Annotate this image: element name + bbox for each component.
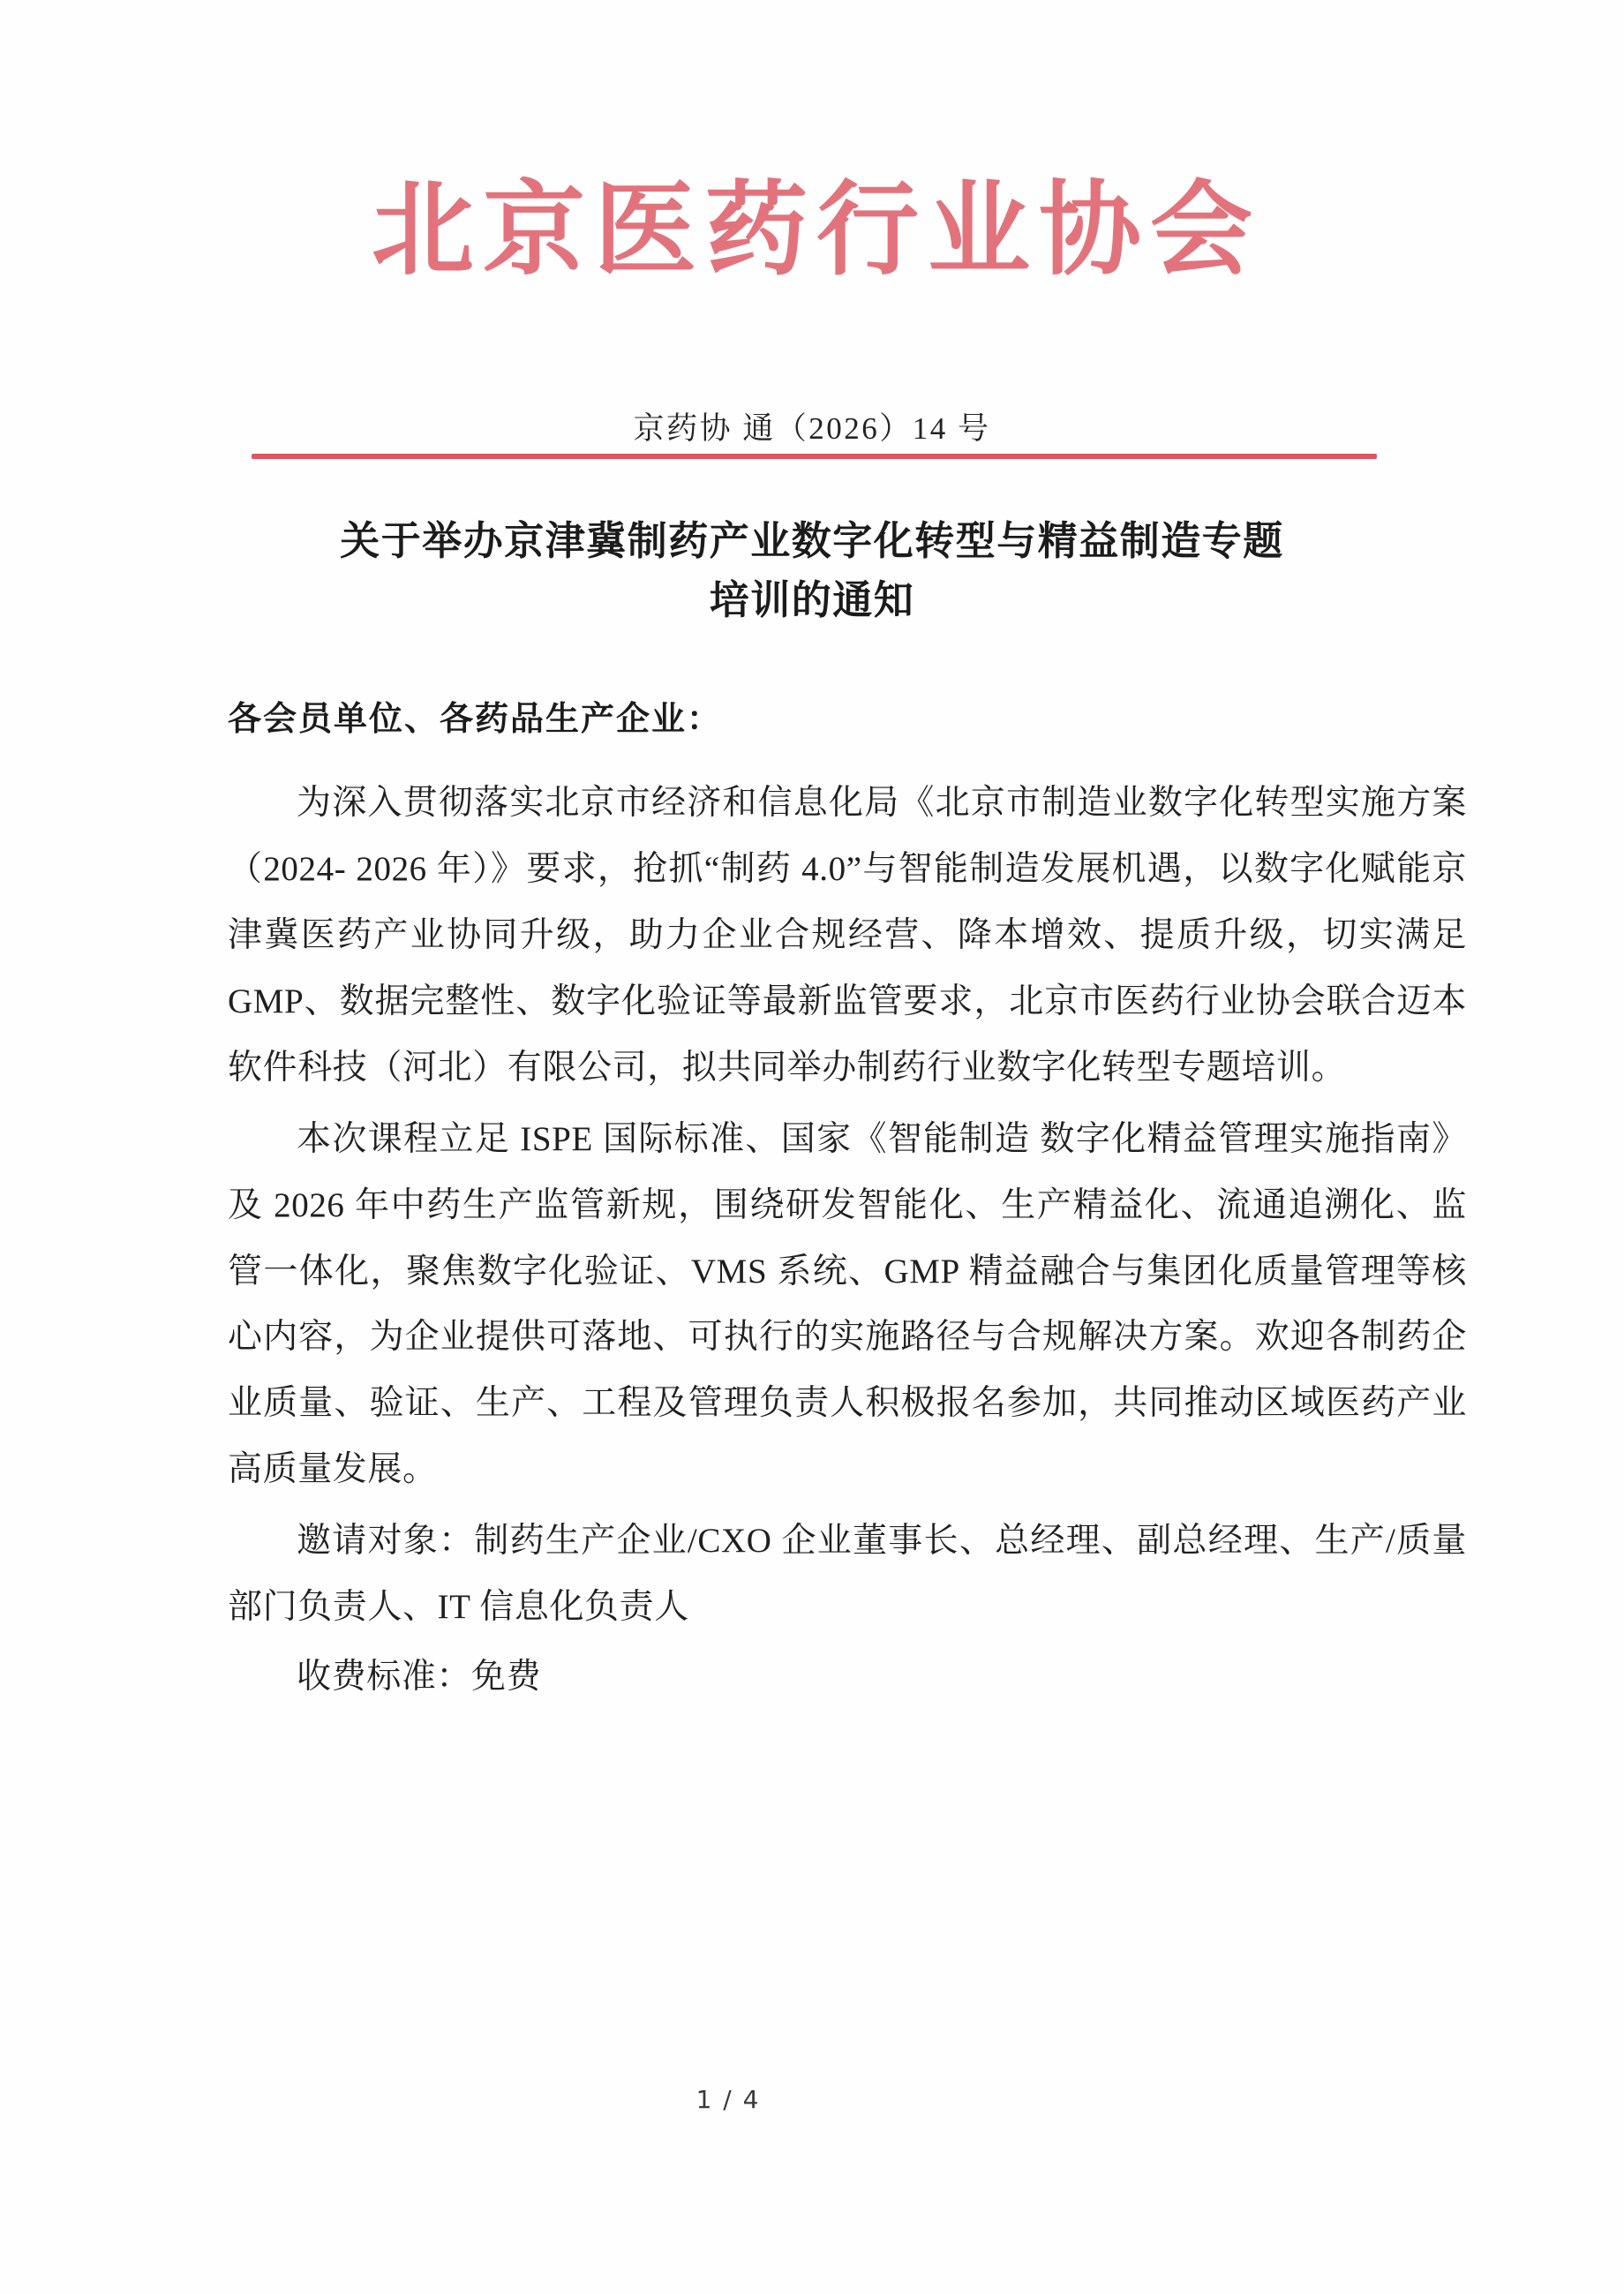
organization-name: 北京医药行业协会 xyxy=(372,170,1261,290)
invitation-audience: 邀请对象：制药生产企业/CXO 企业董事长、总经理、副总经理、生产/质量部门负责人、IT 信息化负责人 xyxy=(228,1522,1467,1626)
document-number: 京药协 通（2026）14 号 xyxy=(633,411,991,446)
fee-standard: 收费标准：免费 xyxy=(297,1657,542,1696)
title-line-1: 关于举办京津冀制药产业数字化转型与精益制造专题 xyxy=(340,517,1284,564)
title-line-2: 培训的通知 xyxy=(709,576,915,623)
page-number-label: 1 / 4 xyxy=(695,2085,761,2114)
red-separator-rule xyxy=(252,454,1377,459)
body-paragraph-2: 本次课程立足 ISPE 国际标准、国家《智能制造 数字化精益管理实施指南》及 2026 年中药生产监管新规，围绕研发智能化、生产精益化、流通追溯化、监管一体化，聚焦数字化验证、VMS 系统、GMP 精益融合与集团化质量管理等核心内容，为企业提供可落地、可执行的实施路径与合规解决方案。欢迎各制药企业质量、验证、生产、工程及管理负责人积极报名参加，共同推动区域医药产业高质量发展。 xyxy=(228,1119,1467,1489)
body-paragraph-1: 为深入贯彻落实北京市经济和信息化局《北京市制造业数字化转型实施方案（2024- 2026 年）》要求，抢抓“制药 4.0”与智能制造发展机遇，以数字化赋能京津冀医药产业协同升级，助力企业合规经营、降本增效、提质升级，切实满足 GMP、数据完整性、数字化验证等最新监管要求，北京市医药行业协会联合迈本软件科技（河北）有限公司，拟共同举办制药行业数字化转型专题培训。 xyxy=(228,784,1467,1087)
letterhead xyxy=(0,170,1624,290)
document-body xyxy=(228,697,1467,1716)
page-title xyxy=(212,512,1412,629)
salutation: 各会员单位、各药品生产企业： xyxy=(228,699,723,738)
page-number xyxy=(0,2085,1624,2114)
